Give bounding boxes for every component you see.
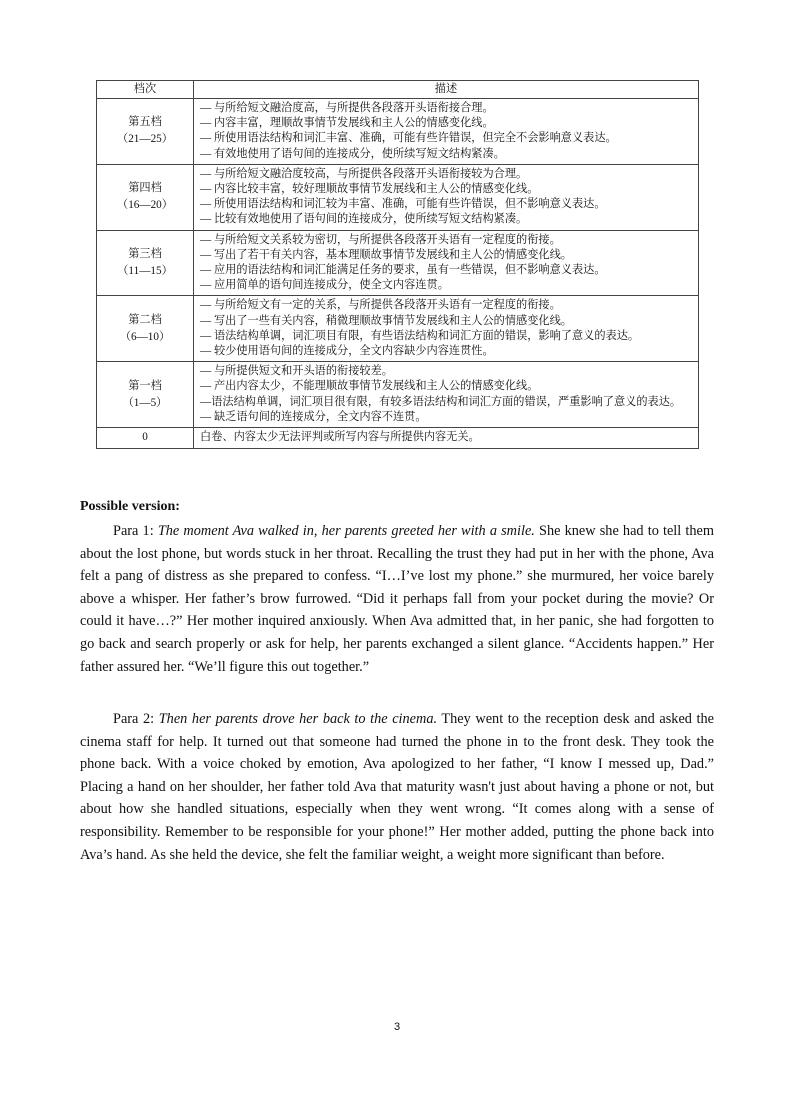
criterion-line: — 与所给短文融洽度较高，与所提供各段落开头语衔接较为合理。 xyxy=(200,167,528,180)
criterion-line: — 语法结构单调，词汇项目有限，有些语法结构和词汇方面的错误，影响了意义的表达。 xyxy=(200,329,640,342)
criterion-line: — 产出内容太少，不能理顺故事情节发展线和主人公的情感变化线。 xyxy=(200,380,539,393)
description-cell: 白卷、内容太少无法评判或所写内容与所提供内容无关。 xyxy=(194,428,699,449)
level-cell xyxy=(97,99,194,165)
criterion-line: — 与所给短文有一定的关系，与所提供各段落开头语有一定程度的衔接。 xyxy=(200,299,561,312)
header-description: 描述 xyxy=(194,81,699,99)
level-range: （1—5） xyxy=(122,396,168,409)
table-row xyxy=(97,428,699,449)
level-range: （6—10） xyxy=(119,330,171,343)
level-name: 第二档 xyxy=(128,313,162,326)
page-number: 3 xyxy=(393,1021,401,1033)
description-cell xyxy=(194,99,699,165)
criterion-line: — 有效地使用了语句间的连接成分，使所续写短文结构紧凑。 xyxy=(200,147,505,160)
criterion-line: — 较少使用语句间的连接成分，全文内容缺少内容连贯性。 xyxy=(200,345,494,358)
level-name: 第五档 xyxy=(128,116,162,129)
criterion-line: — 写出了若干有关内容，基本理顺故事情节发展线和主人公的情感变化线。 xyxy=(200,248,572,261)
level-name: 第三档 xyxy=(128,248,162,261)
criterion-line: — 缺乏语句间的连接成分，全文内容不连贯。 xyxy=(200,410,427,423)
level-range: （16—20） xyxy=(117,199,173,212)
table-header-row xyxy=(97,81,699,99)
para-lead-sentence: Then her parents drove her back to the cinema. xyxy=(158,711,438,727)
criterion-line: — 应用的语法结构和词汇能满足任务的要求，虽有一些错误，但不影响意义表达。 xyxy=(200,264,606,277)
criterion-line: — 比较有效地使用了语句间的连接成分，使所续写短文结构紧凑。 xyxy=(200,213,528,226)
criterion-line: — 所使用语法结构和词汇较为丰富、准确，可能有些许错误，但不影响意义表达。 xyxy=(200,198,606,211)
level-cell xyxy=(97,362,194,428)
level-name: 第四档 xyxy=(128,182,162,195)
level-name: 第一档 xyxy=(128,379,162,392)
level-range: （21—25） xyxy=(117,133,173,146)
level-cell xyxy=(97,296,194,362)
para-label: Para 1: xyxy=(113,523,158,539)
header-level: 档次 xyxy=(97,81,194,99)
level-cell xyxy=(97,164,194,230)
level-cell: 0 xyxy=(97,428,194,449)
paragraph-2 xyxy=(80,708,714,866)
criterion-line: — 内容比较丰富，较好理顺故事情节发展线和主人公的情感变化线。 xyxy=(200,183,539,196)
criterion-line: — 所使用语法结构和词汇丰富、准确，可能有些许错误，但完全不会影响意义表达。 xyxy=(200,132,617,145)
table-row xyxy=(97,230,699,296)
level-range: （11—15） xyxy=(117,265,173,278)
criterion-line: — 与所给短文关系较为密切，与所提供各段落开头语有一定程度的衔接。 xyxy=(200,233,561,246)
criterion-line: — 应用简单的语句间连接成分，使全文内容连贯。 xyxy=(200,279,449,292)
para-body: They went to the reception desk and asked the cinema staff for help. It turned out that someone had turned the phone in to the front desk. They took the phone back. With a voice choked by emotion, Ava apologized to her father, “I know I messed up, Dad.” Placing a hand on her shoulder, her father told Ava that maturity wasn't just about having a phone or not, but about how she handled situations, especially when they went wrong. “It comes along with a sense of responsibility. Remember to be responsible for your phone!” Her mother added, putting the phone back into Ava’s hand. As she held the device, she felt the familiar weight, a weight more significant than before. xyxy=(80,711,715,863)
section-heading: Possible version: xyxy=(80,499,180,514)
level-cell xyxy=(97,230,194,296)
para-lead-sentence: The moment Ava walked in, her parents greeted her with a smile. xyxy=(157,523,535,539)
paragraph-1 xyxy=(80,520,714,678)
table-row xyxy=(97,362,699,428)
criterion-line: — 与所给短文融洽度高，与所提供各段落开头语衔接合理。 xyxy=(200,102,494,114)
criterion-line: — 与所提供短文和开头语的衔接较差。 xyxy=(200,365,393,378)
table-row xyxy=(97,296,699,362)
scoring-rubric-table xyxy=(96,80,699,449)
criterion-line: — 写出了一些有关内容，稍微理顺故事情节发展线和主人公的情感变化线。 xyxy=(200,314,572,327)
description-cell xyxy=(194,296,699,362)
criterion-line: —语法结构单调，词汇项目很有限，有较多语法结构和词汇方面的错误，严重影响了意义的表达。 xyxy=(200,395,682,408)
para-label: Para 2: xyxy=(113,711,159,727)
description-cell xyxy=(194,230,699,296)
para-body: She knew she had to tell them about the lost phone, but words stuck in her throat. Recalling the trust they had put in her with the phone, Ava felt a pang of distress as she prepared to confess. “I…I’ve lost my phone.” she murmured, her voice barely above a whisper. Her father’s brow furrowed. “Did it perhaps fall from your pocket during the movie? Or could it have…?” Her mother inquired anxiously. When Ava admitted that, in her panic, she had forgotten to go back and search properly or ask for help, her parents exchanged a silent glance. “Accidents happen.” Her father assured her. “We’ll figure this out together.” xyxy=(80,523,714,675)
description-cell xyxy=(194,362,699,428)
description-cell xyxy=(194,164,699,230)
criterion-line: — 内容丰富，理顺故事情节发展线和主人公的情感变化线。 xyxy=(200,117,494,130)
table-row xyxy=(97,99,699,165)
table-row xyxy=(97,164,699,230)
